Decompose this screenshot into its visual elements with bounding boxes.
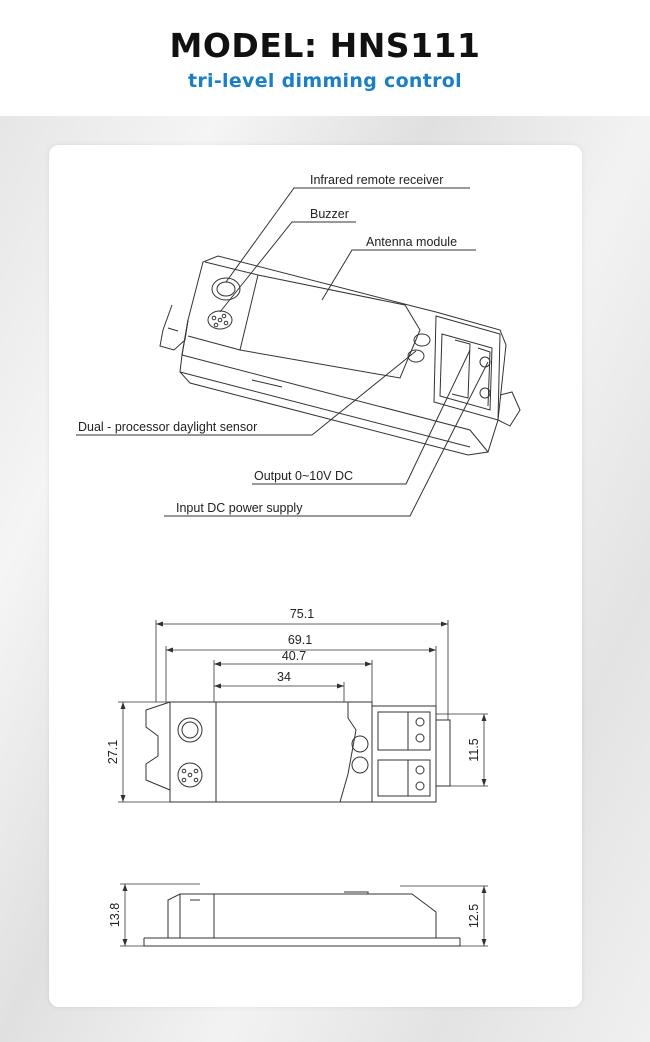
label-daylight-sensor: Dual - processor daylight sensor xyxy=(78,420,258,434)
dimension-arrows xyxy=(121,622,487,947)
dim-terminal-pitch: 11.5 xyxy=(467,738,481,762)
top-view xyxy=(146,702,450,802)
label-input-power: Input DC power supply xyxy=(176,501,303,515)
label-antenna-module: Antenna module xyxy=(366,235,458,249)
label-buzzer: Buzzer xyxy=(310,207,349,221)
dim-inner-length: 34 xyxy=(277,670,291,684)
dim-cover-length: 40.7 xyxy=(281,649,307,663)
label-output: Output 0~10V DC xyxy=(254,469,354,483)
side-view-dimensions xyxy=(120,884,488,946)
top-view-dimensions xyxy=(118,620,488,802)
label-infrared-receiver: Infrared remote receiver xyxy=(310,173,444,187)
dim-height-body: 12.5 xyxy=(467,903,481,929)
dim-width: 27.1 xyxy=(106,739,120,765)
dim-height-total: 13.8 xyxy=(108,902,122,928)
page-title: MODEL: HNS111 xyxy=(169,26,481,65)
dim-body-length: 69.1 xyxy=(287,633,313,647)
dim-overall-length: 75.1 xyxy=(289,607,315,621)
side-view xyxy=(144,892,460,946)
page-subtitle: tri-level dimming control xyxy=(188,70,462,92)
